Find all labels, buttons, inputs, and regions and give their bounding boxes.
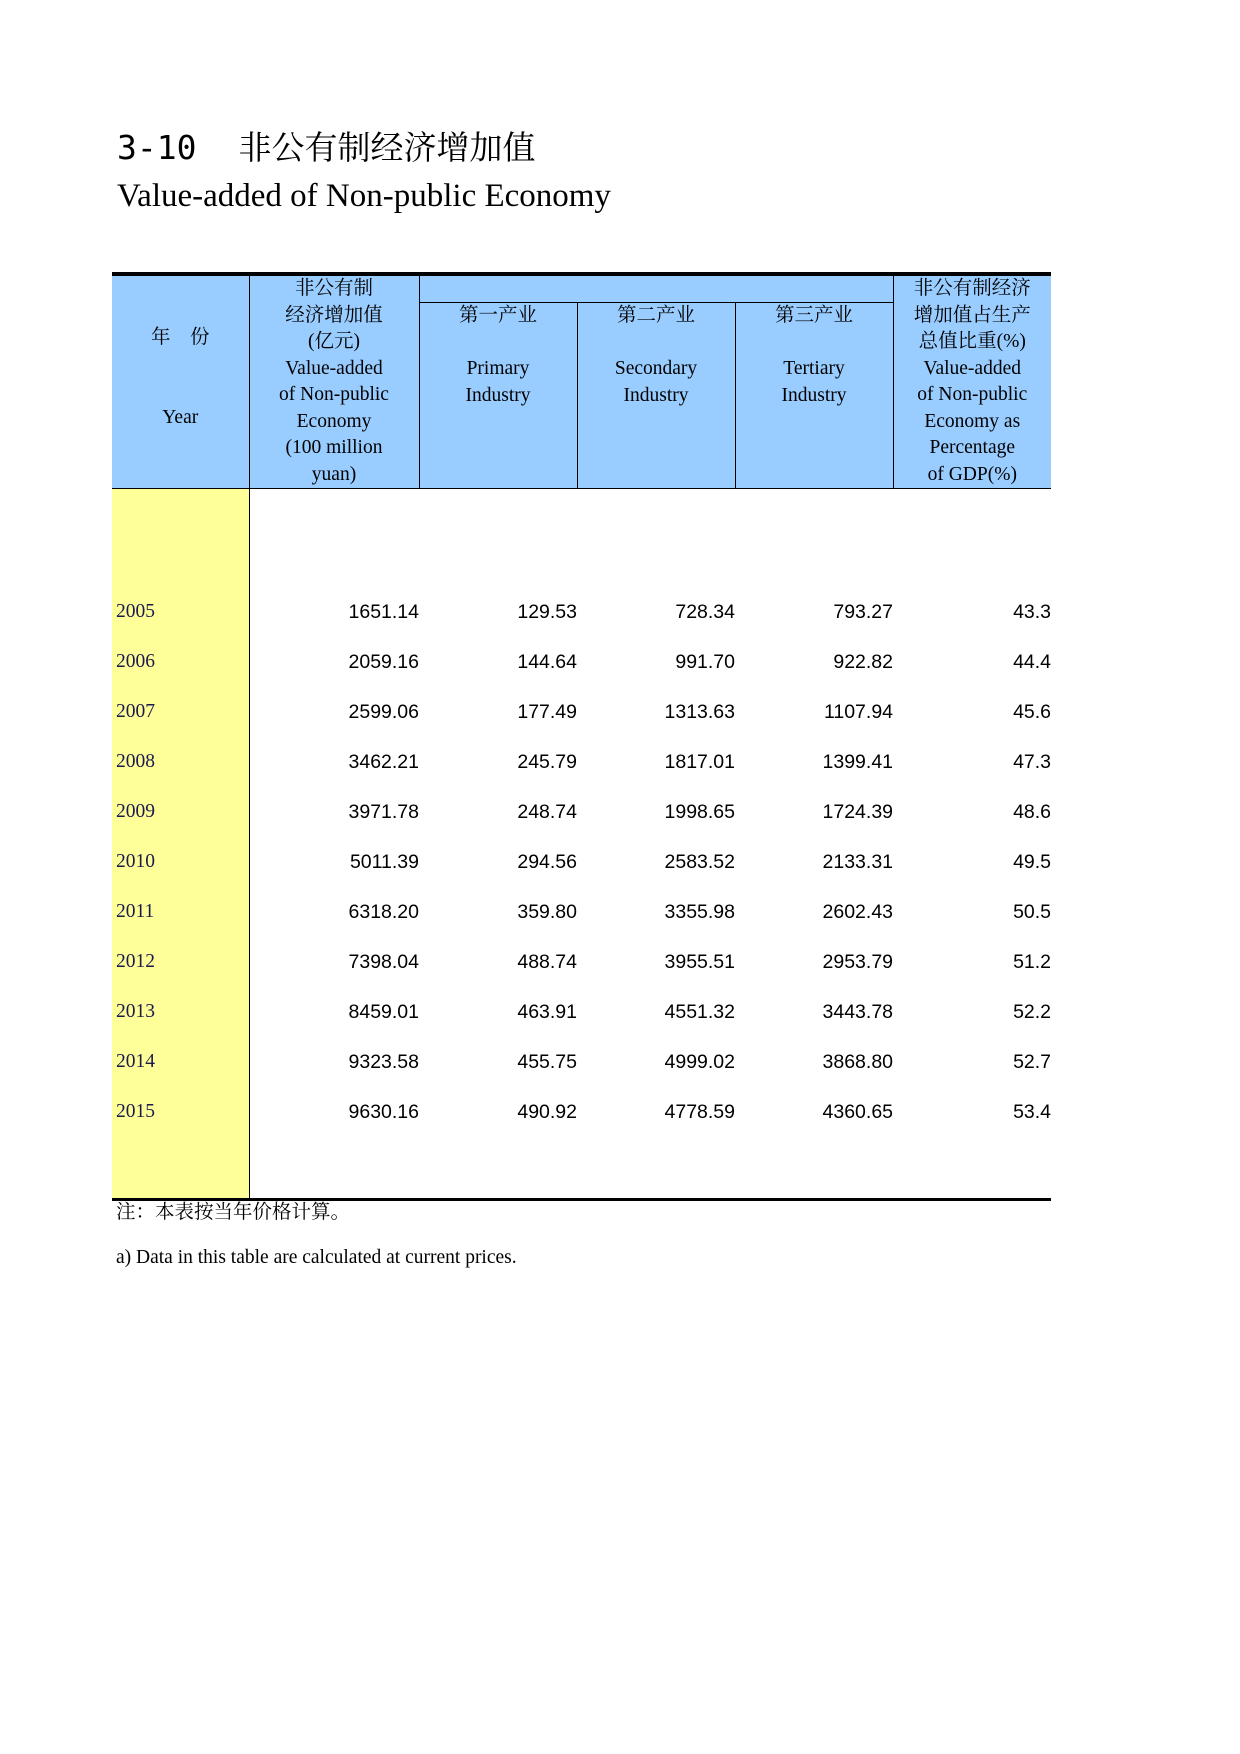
cell-primary: 248.74 (517, 800, 577, 823)
cell-tertiary: 3868.80 (822, 1050, 894, 1073)
header-total-cn-1: 非公有制 (294, 278, 373, 299)
table-row (112, 637, 1051, 687)
cell-pct: 45.6 (1013, 700, 1052, 723)
cell-tertiary: 922.82 (833, 650, 894, 673)
table-row (112, 687, 1051, 737)
cell-total: 8459.01 (348, 1000, 419, 1023)
cell-primary: 359.80 (517, 900, 577, 923)
note-cn: 注：本表按当年价格计算。 (116, 1202, 351, 1223)
header-row-top (112, 274, 1051, 303)
header-year-cn: 年 份 (150, 327, 210, 348)
cell-secondary: 1817.01 (664, 750, 735, 773)
header-year (112, 274, 249, 489)
cell-primary: 490.92 (517, 1100, 577, 1123)
cell-total: 5011.39 (349, 850, 419, 873)
cell-total: 9630.16 (348, 1100, 419, 1123)
table-number: 3-10 (117, 128, 197, 167)
table-row (112, 1037, 1051, 1087)
header-industry-span (419, 274, 893, 303)
header-total (249, 274, 419, 489)
header-secondary-en-1: Secondary (614, 358, 698, 380)
cell-secondary: 4999.02 (664, 1050, 735, 1073)
header-pct-en-2: of Non-public (917, 384, 1028, 405)
cell-total: 3462.21 (348, 750, 419, 773)
header-primary-en-1: Primary (466, 358, 530, 380)
data-body (112, 587, 1051, 1137)
header-year-en: Year (162, 406, 199, 428)
cell-secondary: 4551.32 (664, 1000, 735, 1023)
header-pct-cn-3: 总值比重(%) (918, 331, 1026, 352)
header-secondary-en-2: Industry (623, 384, 689, 406)
tail-row (112, 1137, 1051, 1200)
table-row (112, 737, 1051, 787)
cell-tertiary: 3443.78 (822, 1000, 894, 1023)
cell-secondary: 1313.63 (664, 700, 735, 723)
table-row (112, 587, 1051, 637)
cell-pct: 50.5 (1013, 900, 1052, 923)
cell-tertiary: 2953.79 (822, 950, 894, 973)
cell-pct: 49.5 (1013, 850, 1052, 873)
cell-total: 9323.58 (348, 1050, 419, 1073)
cell-year: 2009 (112, 787, 249, 837)
cell-secondary: 3955.51 (664, 950, 735, 973)
spacer-row (112, 538, 1051, 587)
data-table (112, 272, 1051, 1201)
cell-primary: 455.75 (517, 1050, 577, 1073)
cell-secondary: 991.70 (675, 650, 735, 673)
cell-primary: 294.56 (517, 850, 577, 873)
cell-year: 2013 (112, 987, 249, 1037)
header-pct-en-5: of GDP(%) (927, 463, 1017, 485)
header-secondary-cn: 第二产业 (616, 305, 695, 327)
cell-secondary: 1998.65 (664, 800, 735, 823)
table-row (112, 837, 1051, 887)
cell-total: 6318.20 (348, 900, 419, 923)
header-total-en-5: yuan) (311, 463, 357, 485)
header-total-en-4: (100 million (285, 437, 383, 458)
header-tertiary (735, 303, 893, 489)
cell-primary: 463.91 (517, 1000, 577, 1023)
header-primary (419, 303, 577, 489)
table-row (112, 937, 1051, 987)
page-title-cn (117, 122, 535, 169)
cell-pct: 47.3 (1013, 750, 1052, 773)
cell-total: 2599.06 (348, 700, 419, 723)
cell-total: 2059.16 (348, 650, 419, 673)
header-tertiary-en-2: Industry (781, 384, 847, 406)
cell-secondary: 728.34 (675, 600, 735, 623)
table-row (112, 887, 1051, 937)
cell-total: 3971.78 (348, 800, 419, 823)
cell-year: 2015 (112, 1087, 249, 1137)
cell-year: 2010 (112, 837, 249, 887)
cell-year: 2014 (112, 1037, 249, 1087)
header-pct-en-3: Economy as (924, 410, 1021, 432)
header-primary-en-2: Industry (465, 384, 531, 406)
table-row (112, 787, 1051, 837)
header-primary-cn: 第一产业 (458, 305, 537, 327)
title-cn-text: 非公有制经济增加值 (238, 128, 536, 167)
cell-primary: 245.79 (517, 750, 577, 773)
header-pct-en-4: Percentage (929, 437, 1016, 458)
header-tertiary-cn: 第三产业 (775, 305, 854, 327)
header-total-en-1: Value-added (285, 357, 383, 379)
cell-tertiary: 1107.94 (823, 700, 894, 723)
cell-pct: 52.2 (1013, 1000, 1052, 1023)
header-total-en-2: of Non-public (279, 384, 389, 405)
cell-tertiary: 2602.43 (822, 900, 894, 923)
cell-pct: 51.2 (1013, 950, 1052, 973)
header-pct-cn-2: 增加值占生产 (913, 304, 1031, 326)
cell-year: 2006 (112, 637, 249, 687)
cell-secondary: 3355.98 (664, 900, 735, 923)
cell-pct: 48.6 (1013, 800, 1052, 823)
cell-year: 2007 (112, 687, 249, 737)
cell-tertiary: 1724.39 (822, 800, 894, 823)
cell-primary: 488.74 (517, 950, 577, 973)
header-pct-en-1: Value-added (923, 357, 1021, 379)
cell-pct: 43.3 (1013, 600, 1052, 623)
header-secondary (577, 303, 735, 489)
header-pct (893, 274, 1051, 489)
header-tertiary-en-1: Tertiary (783, 358, 845, 380)
cell-primary: 129.53 (517, 600, 577, 623)
cell-pct: 52.7 (1013, 1050, 1052, 1073)
note-en: a) Data in this table are calculated at current prices. (116, 1247, 517, 1268)
cell-pct: 53.4 (1013, 1100, 1052, 1123)
cell-primary: 144.64 (517, 650, 577, 673)
cell-tertiary: 1399.41 (822, 750, 894, 773)
header-total-cn-3: (亿元) (308, 331, 360, 352)
spacer-row (112, 489, 1051, 539)
cell-tertiary: 2133.31 (822, 850, 894, 873)
cell-primary: 177.49 (517, 700, 577, 723)
cell-secondary: 2583.52 (664, 850, 735, 873)
cell-tertiary: 4360.65 (822, 1100, 894, 1123)
header-total-en-3: Economy (296, 410, 372, 432)
header-pct-cn-1: 非公有制经济 (913, 278, 1031, 299)
cell-total: 1651.14 (348, 600, 419, 623)
cell-tertiary: 793.27 (833, 600, 894, 623)
cell-year: 2005 (112, 587, 249, 637)
table-row (112, 1087, 1051, 1137)
cell-secondary: 4778.59 (664, 1100, 735, 1123)
cell-total: 7398.04 (348, 950, 419, 973)
cell-year: 2012 (112, 937, 249, 987)
cell-year: 2011 (112, 887, 249, 937)
cell-year: 2008 (112, 737, 249, 787)
header-total-cn-2: 经济增加值 (285, 304, 383, 326)
cell-pct: 44.4 (1013, 650, 1052, 673)
table-row (112, 987, 1051, 1037)
page-title-en: Value-added of Non-public Economy (117, 178, 611, 214)
